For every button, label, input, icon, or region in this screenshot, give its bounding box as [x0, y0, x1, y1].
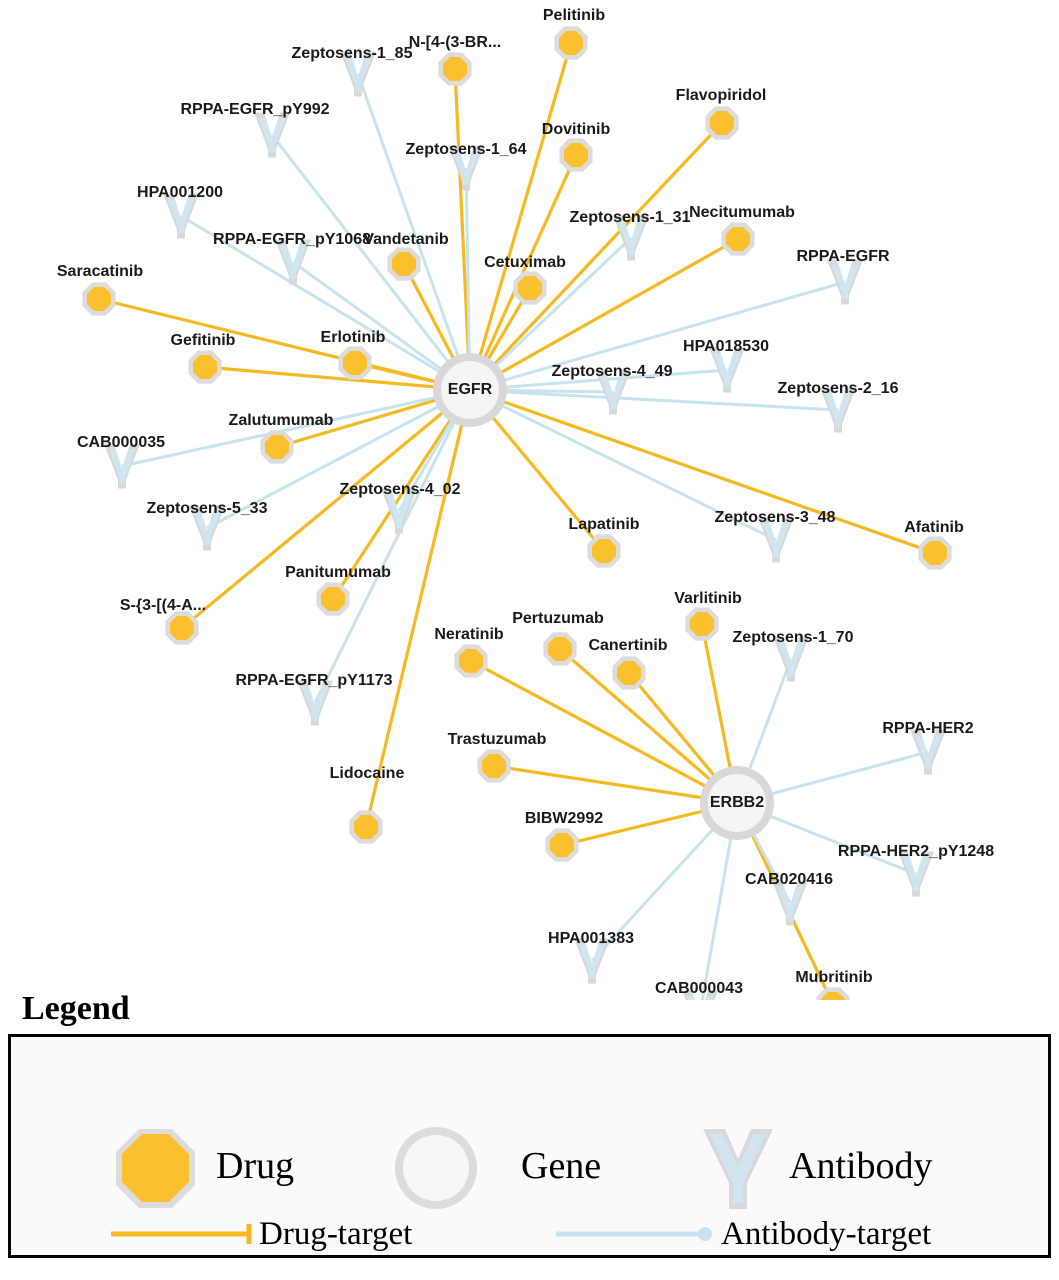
antibody-node-label: Zeptosens-1_70	[732, 629, 854, 646]
drug-node-label: Panitumumab	[285, 564, 391, 581]
drug-node-label: Neratinib	[434, 626, 504, 643]
antibody-node-label: Zeptosens-2_16	[777, 380, 899, 397]
legend-section	[0, 990, 1059, 1258]
drug-node[interactable]	[705, 106, 738, 139]
drug-node-label: Zalutumumab	[228, 412, 334, 429]
legend-label-antibody-target: Antibody-target	[721, 1216, 932, 1252]
edge-drug-target	[366, 390, 470, 827]
drug-node[interactable]	[338, 346, 371, 379]
antibody-node-label: RPPA-HER2_pY1248	[837, 843, 995, 860]
gene-node-label: EGFR	[447, 381, 493, 398]
drug-node-label: N-[4-(3-BR...	[408, 34, 502, 51]
antibody-node-label: Zeptosens-5_33	[146, 500, 268, 517]
antibody-node-label: CAB000035	[76, 434, 166, 451]
legend-drug-icon	[116, 1129, 195, 1208]
drug-node-label: Flavopiridol	[675, 87, 767, 104]
drug-node-label: Dovitinib	[541, 121, 611, 138]
legend-antibody-edge	[556, 1227, 712, 1241]
drug-node[interactable]	[721, 222, 754, 255]
antibody-node-label: Zeptosens-1_85	[291, 45, 413, 62]
drug-node-label: Lidocaine	[329, 765, 405, 782]
antibody-node-label: HPA001383	[548, 930, 634, 947]
drug-node-label: Cetuximab	[484, 254, 566, 271]
edge-antibody-target	[315, 390, 470, 703]
drug-node-label: Varlitinib	[674, 590, 742, 607]
drug-node[interactable]	[477, 749, 510, 782]
legend-antibody-icon	[703, 1129, 773, 1209]
drug-node-label: Canertinib	[588, 637, 668, 654]
legend-drug-edge	[111, 1224, 249, 1244]
antibody-node-label: Zeptosens-4_02	[339, 481, 461, 498]
edge-antibody-target	[470, 390, 838, 410]
legend-label-drug-target: Drug-target	[259, 1216, 413, 1252]
antibody-node-label: HPA001200	[137, 184, 223, 201]
legend-box	[8, 1034, 1051, 1258]
drug-node[interactable]	[260, 430, 293, 463]
legend-label-antibody: Antibody	[789, 1145, 933, 1187]
drug-node-label: Mubritinib	[795, 969, 873, 986]
drug-node-label: Saracatinib	[56, 263, 144, 280]
legend-title: Legend	[22, 990, 130, 1027]
antibody-node-label: RPPA-EGFR_pY1068	[213, 231, 371, 248]
drug-node-label: Lapatinib	[568, 516, 640, 533]
edge-antibody-target	[181, 216, 470, 390]
drug-node[interactable]	[587, 534, 620, 567]
drug-node[interactable]	[82, 282, 115, 315]
drug-node-label: Pelitinib	[542, 7, 606, 24]
drug-node-label: BIBW2992	[524, 810, 604, 827]
drug-node[interactable]	[165, 611, 198, 644]
antibody-node-label: RPPA-EGFR_pY992	[180, 101, 330, 118]
drug-node-label: S-{3-[(4-A...	[119, 597, 207, 614]
edge-drug-target	[205, 367, 470, 390]
drug-node[interactable]	[554, 26, 587, 59]
antibody-node-label: Zeptosens-3_48	[714, 509, 836, 526]
drug-node[interactable]	[513, 271, 546, 304]
drug-node-label: Pertuzumab	[512, 610, 604, 627]
drug-node[interactable]	[387, 247, 420, 280]
antibody-node-label: Zeptosens-1_31	[569, 209, 691, 226]
drug-node[interactable]	[188, 350, 221, 383]
drug-node[interactable]	[545, 828, 578, 861]
antibody-node-label: HPA018530	[683, 338, 769, 355]
antibody-node-label: Zeptosens-1_64	[405, 141, 527, 158]
edges-layer	[99, 43, 935, 1000]
drug-node[interactable]	[349, 810, 382, 843]
edge-antibody-target	[122, 390, 470, 466]
drug-node[interactable]	[559, 138, 592, 171]
drug-node[interactable]	[543, 632, 576, 665]
gene-node-label: ERBB2	[709, 794, 765, 811]
antibody-node-label: Zeptosens-4_49	[551, 363, 673, 380]
drug-node-label: Gefitinib	[170, 332, 236, 349]
antibody-node-label: CAB020416	[744, 871, 834, 888]
antibody-node-label: RPPA-EGFR	[796, 248, 890, 265]
legend-gene-icon	[395, 1127, 477, 1209]
drug-node[interactable]	[438, 52, 471, 85]
drug-node[interactable]	[612, 656, 645, 689]
drug-node-label: Necitumumab	[689, 204, 795, 221]
drug-node[interactable]	[918, 536, 951, 569]
drug-node-label: Trastuzumab	[447, 731, 547, 748]
antibody-node-label: CAB000043	[654, 980, 744, 997]
legend-label-drug: Drug	[216, 1145, 295, 1187]
edge-antibody-target	[358, 74, 470, 390]
drug-node[interactable]	[454, 644, 487, 677]
drug-node[interactable]	[685, 607, 718, 640]
drug-node[interactable]	[316, 582, 349, 615]
edge-antibody-target	[470, 390, 776, 540]
antibody-node-label: RPPA-EGFR_pY1173	[235, 672, 393, 689]
legend-label-gene: Gene	[521, 1145, 602, 1187]
drug-node-label: Afatinib	[904, 519, 964, 536]
antibody-node-label: RPPA-HER2	[882, 720, 974, 737]
edge-drug-target	[333, 390, 470, 599]
drug-node-label: Vandetanib	[363, 231, 449, 248]
drug-node-label: Erlotinib	[320, 329, 386, 346]
